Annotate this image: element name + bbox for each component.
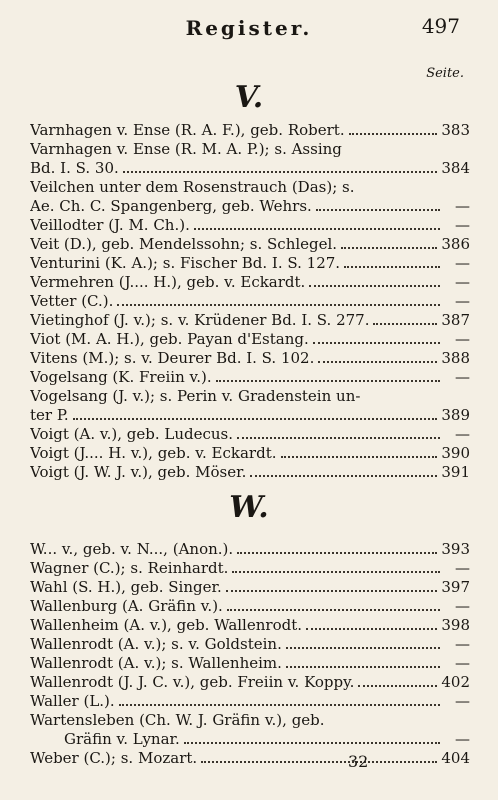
entry-page-number: —	[455, 692, 470, 710]
index-entry	[30, 444, 470, 463]
entry-text: Veilchen unter dem Rosenstrauch (Das); s.	[30, 178, 355, 196]
index-entries-v	[30, 121, 470, 482]
dot-leader	[349, 133, 438, 135]
entry-text: W... v., geb. v. N..., (Anon.).	[30, 540, 234, 558]
dot-leader	[250, 475, 437, 477]
entry-text: Ae. Ch. C. Spangenberg, geb. Wehrs.	[30, 197, 312, 215]
index-entry	[30, 463, 470, 482]
entry-page-number: —	[455, 597, 470, 615]
index-entry	[30, 654, 470, 673]
index-entry	[30, 673, 470, 692]
entry-text: Bd. I. S. 30.	[30, 159, 119, 177]
dot-leader	[344, 266, 440, 268]
entry-text: Vermehren (J.... H.), geb. v. Eckardt.	[30, 273, 306, 291]
dot-leader	[119, 704, 440, 706]
dot-leader	[117, 304, 440, 306]
dot-leader	[227, 609, 440, 611]
page-column-label: Seite.	[426, 66, 464, 81]
entry-page-number: —	[455, 216, 470, 234]
dot-leader	[184, 742, 440, 744]
dot-leader	[237, 437, 440, 439]
dot-leader	[373, 323, 437, 325]
entry-text: Vitens (M.); s. v. Deurer Bd. I. S. 102.	[30, 349, 315, 367]
dot-leader	[286, 647, 440, 649]
dot-leader	[73, 418, 438, 420]
entry-text: Veillodter (J. M. Ch.).	[30, 216, 190, 234]
index-entry	[30, 197, 470, 216]
entry-text: Wallenrodt (A. v.); s. Wallenheim.	[30, 654, 282, 672]
index-entry	[30, 711, 470, 730]
section-heading-v: V.	[234, 80, 264, 115]
entry-page-number: 384	[441, 159, 470, 177]
index-entry	[30, 159, 470, 178]
page-number: 497	[421, 14, 460, 38]
dot-leader	[216, 380, 440, 382]
entry-page-number: —	[455, 425, 470, 443]
index-entry	[30, 178, 470, 197]
index-entry	[30, 273, 470, 292]
dot-leader	[309, 285, 440, 287]
entry-page-number: —	[455, 330, 470, 348]
dot-leader	[286, 666, 440, 668]
index-entry	[30, 387, 470, 406]
entry-text: Voigt (J.... H. v.), geb. v. Eckardt.	[30, 444, 277, 462]
index-entry	[30, 635, 470, 654]
dot-leader	[341, 247, 437, 249]
index-entry	[30, 597, 470, 616]
dot-leader	[313, 342, 440, 344]
entry-page-number: —	[455, 635, 470, 653]
entry-text: Vetter (C.).	[30, 292, 114, 310]
index-entry	[30, 425, 470, 444]
index-entry	[30, 540, 470, 559]
index-entries-w	[30, 540, 470, 768]
printer-signature: 32	[348, 752, 369, 771]
dot-leader	[226, 590, 438, 592]
entry-page-number: —	[455, 292, 470, 310]
entry-page-number: 398	[441, 616, 470, 634]
entry-page-number: 387	[441, 311, 470, 329]
index-entry	[30, 368, 470, 387]
entry-page-number: —	[455, 197, 470, 215]
dot-leader	[318, 361, 437, 363]
index-entry	[30, 349, 470, 368]
dot-leader	[123, 171, 438, 173]
dot-leader	[237, 552, 437, 554]
dot-leader	[201, 761, 437, 763]
entry-text: Wallenrodt (A. v.); s. v. Goldstein.	[30, 635, 282, 653]
entry-page-number: 393	[441, 540, 470, 558]
entry-text: Vietinghof (J. v.); s. v. Krüdener Bd. I. S. 277.	[30, 311, 370, 329]
entry-page-number: —	[455, 368, 470, 386]
index-entry	[30, 216, 470, 235]
entry-page-number: 402	[441, 673, 470, 691]
entry-page-number: —	[455, 559, 470, 577]
entry-text: Wahl (S. H.), geb. Singer.	[30, 578, 222, 596]
index-entry	[30, 140, 470, 159]
entry-text: Gräfin v. Lynar.	[64, 730, 180, 748]
entry-page-number: 404	[441, 749, 470, 767]
index-entry	[30, 406, 470, 425]
index-entry	[30, 730, 470, 749]
entry-text: Voigt (A. v.), geb. Ludecus.	[30, 425, 233, 443]
entry-page-number: —	[455, 273, 470, 291]
entry-text: Veit (D.), geb. Mendelssohn; s. Schlegel.	[30, 235, 338, 253]
index-entry	[30, 292, 470, 311]
entry-text: Venturini (K. A.); s. Fischer Bd. I. S. 127.	[30, 254, 341, 272]
entry-page-number: 390	[441, 444, 470, 462]
index-entry	[30, 749, 470, 768]
entry-page-number: 383	[441, 121, 470, 139]
dot-leader	[194, 228, 440, 230]
entry-text: Wallenburg (A. Gräfin v.).	[30, 597, 223, 615]
dot-leader	[358, 685, 437, 687]
index-entry	[30, 235, 470, 254]
entry-text: Wallenheim (A. v.), geb. Wallenrodt.	[30, 616, 302, 634]
index-entry	[30, 616, 470, 635]
entry-text: Viot (M. A. H.), geb. Payan d'Estang.	[30, 330, 309, 348]
entry-page-number: 391	[441, 463, 470, 481]
entry-text: Varnhagen v. Ense (R. M. A. P.); s. Assing	[30, 140, 342, 158]
entry-page-number: 388	[441, 349, 470, 367]
entry-page-number: —	[455, 254, 470, 272]
section-heading-w: W.	[229, 490, 269, 525]
index-entry	[30, 578, 470, 597]
entry-page-number: 389	[441, 406, 470, 424]
running-title: Register.	[185, 16, 313, 40]
index-entry	[30, 330, 470, 349]
entry-text: Wagner (C.); s. Reinhardt.	[30, 559, 229, 577]
dot-leader	[316, 209, 440, 211]
dot-leader	[306, 628, 437, 630]
entry-text: Weber (C.); s. Mozart.	[30, 749, 198, 767]
dot-leader	[281, 456, 438, 458]
entry-text: Waller (L.).	[30, 692, 115, 710]
entry-text: Wartensleben (Ch. W. J. Gräfin v.), geb.	[30, 711, 325, 729]
entry-page-number: 397	[441, 578, 470, 596]
entry-page-number: —	[455, 730, 470, 748]
entry-text: Vogelsang (K. Freiin v.).	[30, 368, 212, 386]
entry-text: Wallenrodt (J. J. C. v.), geb. Freiin v. Koppy.	[30, 673, 355, 691]
index-entry	[30, 692, 470, 711]
entry-text: Voigt (J. W. J. v.), geb. Möser.	[30, 463, 247, 481]
dot-leader	[232, 571, 440, 573]
index-entry	[30, 121, 470, 140]
entry-page-number: —	[455, 654, 470, 672]
index-entry	[30, 254, 470, 273]
entry-page-number: 386	[441, 235, 470, 253]
index-entry	[30, 311, 470, 330]
entry-text: ter P.	[30, 406, 69, 424]
index-entry	[30, 559, 470, 578]
entry-text: Vogelsang (J. v.); s. Perin v. Gradenstein un-	[30, 387, 361, 405]
entry-text: Varnhagen v. Ense (R. A. F.), geb. Robert.	[30, 121, 345, 139]
